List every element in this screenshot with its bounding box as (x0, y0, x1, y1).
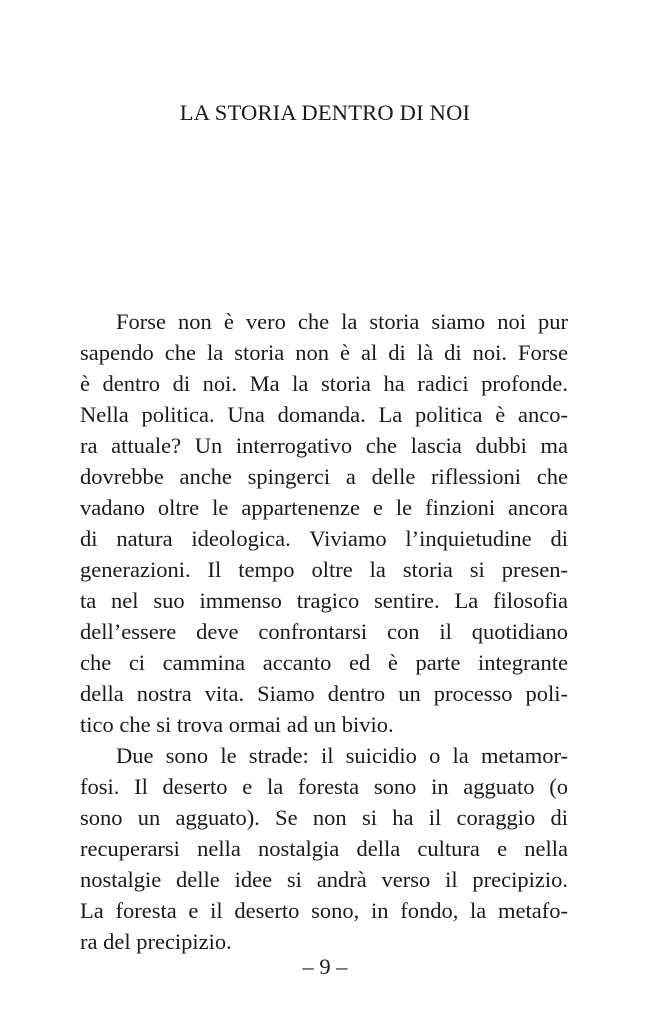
text-line: Forse non è vero che la storia siamo noi pur (116, 309, 568, 334)
paragraph (80, 306, 568, 740)
text-line: recuperarsi nella nostalgia della cultura e nella (80, 836, 568, 861)
text-line: ta nel suo immenso tragico sentire. La filosofia (80, 588, 568, 613)
text-line: sapendo che la storia non è al di là di noi. Forse (80, 340, 568, 365)
text-line: nostalgie delle idee si andrà verso il precipizio. (80, 867, 568, 892)
text-line: sono un agguato). Se non si ha il coraggio di (80, 805, 568, 830)
text-line: della nostra vita. Siamo dentro un processo poli- (80, 681, 568, 706)
text-line: ra del precipizio. (80, 929, 232, 954)
text-line: Nella politica. Una domanda. La politica è anco- (80, 402, 568, 427)
text-line: vadano oltre le appartenenze e le finzioni ancora (80, 495, 568, 520)
text-line: ra attuale? Un interrogativo che lascia dubbi ma (80, 433, 568, 458)
text-line: tico che si trova ormai ad un bivio. (80, 712, 394, 737)
text-line: dovrebbe anche spingerci a delle riflessioni che (80, 464, 568, 489)
text-line: è dentro di noi. Ma la storia ha radici profonde. (80, 371, 568, 396)
text-line: dell’essere deve confrontarsi con il quotidiano (80, 619, 568, 644)
page-number: – 9 – (302, 954, 348, 979)
text-line: fosi. Il deserto e la foresta sono in agguato (o (80, 774, 568, 799)
text-line: Due sono le strade: il suicidio o la metamor- (116, 743, 568, 768)
text-line: generazioni. Il tempo oltre la storia si presen- (80, 557, 568, 582)
text-line: di natura ideologica. Viviamo l’inquietudine di (80, 526, 568, 551)
body-text (80, 306, 568, 957)
text-line: che ci cammina accanto ed è parte integrante (80, 650, 568, 675)
paragraph (80, 740, 568, 957)
chapter-title: LA STORIA DENTRO DI NOI (179, 100, 471, 125)
text-line: La foresta e il deserto sono, in fondo, la metafo- (80, 898, 568, 923)
